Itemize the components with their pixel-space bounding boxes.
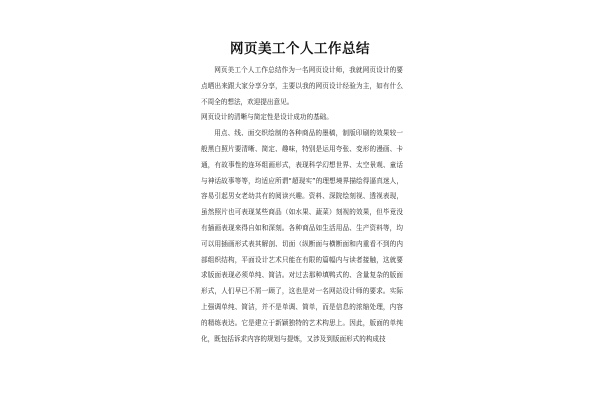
paragraph-foundation: 网页设计的清晰与简定性是设计成功的基础。 [201,113,333,122]
paragraph-intro: 网页美工个人工作总结作为一名网页设计师，我就网页设计的要点晒出来跟大家分享分享，主要以我的网页设计经验为主，如有什么不周全的想法，欢迎提出意见。 [201,66,403,106]
document-title: 网页美工个人工作总结 [230,41,370,57]
paragraph-illustration: 用点、线、面交织绘制的各种商品的墨稿，制版印刷的效果较一般黑白照片要清晰、简定、趣味，特别是运用夸张、变形的漫画、卡通，有故事性的连环组画形式，表现科学幻想世界、太空景观、童话与神话故事等等，均适应所谓“超现实”的理想境界描绘得逼真迷人，容易引起男女老幼共有的阅读兴趣。资料、深院绘刻视、透视表现，虽然照片也可表现某些商品（如水果、蔬菜）刻视的效果，但毕竟没有插画表现来得自如和深刻。各种商品如生活用品、生产资料等，均可以用插画形式表其解剖、切面（纵断面与横断面和内重看不到的内部组织结构，平面设计艺术只能在有限的篇幅内与读者接触，这就要求版面表现必须单纯、简洁。对过去那种填鸭式的、含量复杂的版面形式，人们早已不屑一顾了，这也是对一名网站设计师的要求。实际上强调单纯、简洁，并不是单调、简单，而是信息的浓缩处理，内容的精练表达。它是建立于新颖独特的艺术构思上。因此，版面的单纯化，既包括诉求内容的规划与提炼，又涉及到版面形式的构成技 [201,129,403,343]
document-body [201,63,403,347]
